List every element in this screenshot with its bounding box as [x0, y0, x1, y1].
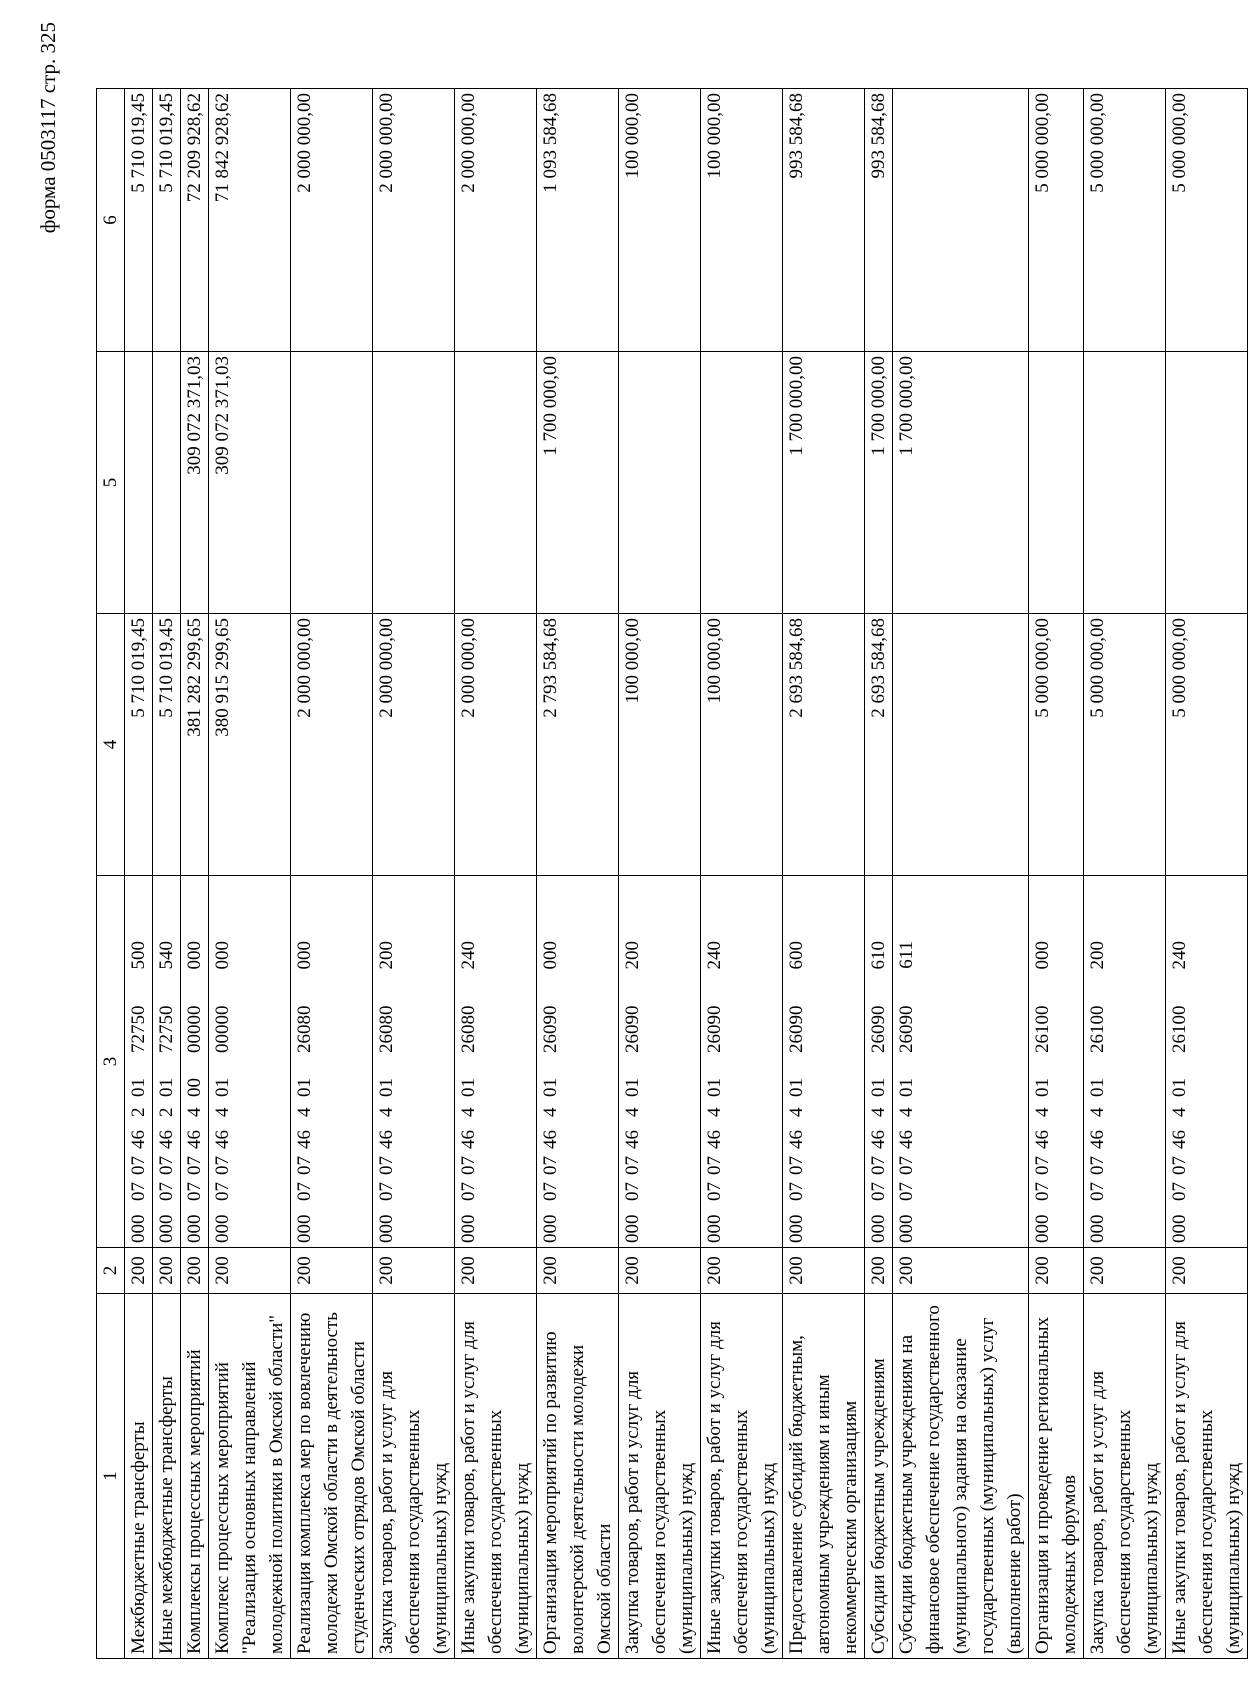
budget-code-segment: 610 — [868, 941, 889, 970]
approved-amount-cell: 2 000 000,00 — [373, 614, 455, 876]
budget-code-segment: 4 — [704, 1107, 725, 1117]
remaining-amount-cell: 5 710 019,45 — [153, 89, 181, 352]
budget-code-segment: 46 — [212, 1130, 233, 1149]
budget-code-segment: 07 — [786, 1156, 807, 1175]
budget-code-cell — [1166, 876, 1248, 1248]
remaining-amount-cell: 5 000 000,00 — [1166, 89, 1248, 352]
budget-code-segment: 07 — [704, 1182, 725, 1201]
budget-code-segment: 46 — [786, 1130, 807, 1149]
budget-code-segment: 000 — [786, 1214, 807, 1243]
table-row — [865, 89, 893, 1659]
budget-code-cell — [619, 876, 701, 1248]
budget-code-segment: 600 — [786, 941, 807, 970]
remaining-amount-cell: 71 842 928,62 — [209, 89, 291, 352]
line-code-cell: 200 — [865, 1248, 893, 1294]
budget-code-cell — [125, 876, 153, 1248]
budget-code-cell — [181, 876, 209, 1248]
line-code-cell: 200 — [783, 1248, 865, 1294]
remaining-amount-cell: 100 000,00 — [619, 89, 701, 352]
table-row — [893, 89, 1029, 1659]
budget-code-segment: 01 — [294, 1078, 315, 1097]
budget-code-segment: 000 — [622, 1214, 643, 1243]
table-row — [153, 89, 181, 1659]
budget-code-cell — [209, 876, 291, 1248]
budget-code-segment: 240 — [458, 941, 479, 970]
budget-code-segment: 000 — [184, 1214, 205, 1243]
budget-execution-table — [96, 88, 1248, 1659]
row-name-cell: Реализация комплекса мер по вовлечению молодежи Омской области в деятельность студенческих отрядов Омской области — [291, 1294, 373, 1659]
budget-code-segment: 72750 — [156, 1005, 177, 1053]
budget-code-segment: 07 — [294, 1182, 315, 1201]
column-header-6: 6 — [97, 89, 125, 352]
approved-amount-cell: 100 000,00 — [701, 614, 783, 876]
executed-amount-cell — [701, 352, 783, 614]
budget-code-segment: 01 — [1032, 1078, 1053, 1097]
executed-amount-cell — [125, 352, 153, 614]
budget-code-segment: 000 — [212, 941, 233, 970]
budget-code-segment: 4 — [786, 1107, 807, 1117]
budget-code-segment: 000 — [212, 1214, 233, 1243]
budget-code-cell — [783, 876, 865, 1248]
budget-code-segment: 500 — [128, 941, 149, 970]
budget-code-segment: 07 — [896, 1156, 917, 1175]
executed-amount-cell: 309 072 371,03 — [181, 352, 209, 614]
row-name-cell: Закупка товаров, работ и услуг для обеспечения государственных (муниципальных) нужд — [1084, 1294, 1166, 1659]
budget-code-segment: 000 — [458, 1214, 479, 1243]
remaining-amount-cell: 2 000 000,00 — [455, 89, 537, 352]
row-name-cell: Субсидии бюджетным учреждениям — [865, 1294, 893, 1659]
budget-code-segment: 01 — [540, 1078, 561, 1097]
budget-code-segment: 07 — [704, 1156, 725, 1175]
executed-amount-cell — [1166, 352, 1248, 614]
column-header-4: 4 — [97, 614, 125, 876]
budget-code-segment: 000 — [1087, 1214, 1108, 1243]
approved-amount-cell: 2 693 584,68 — [865, 614, 893, 876]
table-row — [455, 89, 537, 1659]
budget-code-segment: 46 — [1087, 1130, 1108, 1149]
budget-code-segment: 4 — [1032, 1107, 1053, 1117]
approved-amount-cell: 5 000 000,00 — [1084, 614, 1166, 876]
budget-code-segment: 000 — [294, 941, 315, 970]
budget-code-segment: 200 — [1087, 941, 1108, 970]
budget-code-segment: 4 — [1169, 1107, 1190, 1117]
approved-amount-cell: 380 915 299,65 — [209, 614, 291, 876]
line-code-cell: 200 — [125, 1248, 153, 1294]
table-row — [1029, 89, 1084, 1659]
budget-code-segment: 4 — [1087, 1107, 1108, 1117]
budget-code-segment: 01 — [1087, 1078, 1108, 1097]
executed-amount-cell: 1 700 000,00 — [537, 352, 619, 614]
remaining-amount-cell: 993 584,68 — [783, 89, 865, 352]
line-code-cell: 200 — [1029, 1248, 1084, 1294]
budget-code-segment: 07 — [622, 1156, 643, 1175]
table-row — [209, 89, 291, 1659]
budget-code-segment: 01 — [458, 1078, 479, 1097]
budget-code-segment: 26090 — [896, 1005, 917, 1053]
budget-code-segment: 4 — [896, 1107, 917, 1117]
budget-code-segment: 01 — [156, 1078, 177, 1097]
remaining-amount-cell: 5 710 019,45 — [125, 89, 153, 352]
line-code-cell: 200 — [619, 1248, 701, 1294]
budget-code-segment: 200 — [622, 941, 643, 970]
remaining-amount-cell: 5 000 000,00 — [1084, 89, 1166, 352]
budget-code-segment: 07 — [540, 1156, 561, 1175]
budget-code-segment: 07 — [896, 1182, 917, 1201]
row-name-cell: Иные закупки товаров, работ и услуг для обеспечения государственных (муниципальных) нужд — [455, 1294, 537, 1659]
approved-amount-cell: 2 793 584,68 — [537, 614, 619, 876]
executed-amount-cell: 1 700 000,00 — [865, 352, 893, 614]
budget-code-cell — [893, 876, 1029, 1248]
budget-code-segment: 01 — [376, 1078, 397, 1097]
budget-code-segment: 07 — [622, 1182, 643, 1201]
budget-code-segment: 72750 — [128, 1005, 149, 1053]
executed-amount-cell — [153, 352, 181, 614]
row-name-cell: Комплексы процессных мероприятий — [181, 1294, 209, 1659]
budget-code-segment: 26090 — [704, 1005, 725, 1053]
budget-code-segment: 07 — [868, 1182, 889, 1201]
row-name-cell: Предоставление субсидий бюджетным, автономным учреждениям и иным некоммерческим организациям — [783, 1294, 865, 1659]
remaining-amount-cell: 1 093 584,68 — [537, 89, 619, 352]
budget-code-segment: 07 — [294, 1156, 315, 1175]
budget-code-segment: 611 — [896, 941, 917, 969]
table-row — [619, 89, 701, 1659]
executed-amount-cell — [619, 352, 701, 614]
budget-code-segment: 000 — [540, 1214, 561, 1243]
line-code-cell: 200 — [373, 1248, 455, 1294]
budget-code-segment: 07 — [128, 1156, 149, 1175]
budget-code-segment: 46 — [128, 1130, 149, 1149]
row-name-cell: Организация мероприятий по развитию волонтерской деятельности молодежи Омской области — [537, 1294, 619, 1659]
budget-code-segment: 46 — [184, 1130, 205, 1149]
remaining-amount-cell: 100 000,00 — [701, 89, 783, 352]
table-row — [783, 89, 865, 1659]
budget-code-segment: 07 — [540, 1182, 561, 1201]
budget-code-segment: 07 — [1032, 1182, 1053, 1201]
budget-code-segment: 000 — [1032, 941, 1053, 970]
budget-code-segment: 00000 — [212, 1005, 233, 1053]
budget-code-segment: 07 — [1032, 1156, 1053, 1175]
budget-code-segment: 4 — [294, 1107, 315, 1117]
approved-amount-cell: 5 710 019,45 — [125, 614, 153, 876]
executed-amount-cell: 309 072 371,03 — [209, 352, 291, 614]
budget-code-segment: 46 — [458, 1130, 479, 1149]
column-header-2: 2 — [97, 1248, 125, 1294]
row-name-cell: Закупка товаров, работ и услуг для обеспечения государственных (муниципальных) нужд — [619, 1294, 701, 1659]
budget-code-segment: 07 — [376, 1156, 397, 1175]
budget-code-segment: 000 — [868, 1214, 889, 1243]
budget-code-cell — [537, 876, 619, 1248]
budget-code-segment: 07 — [376, 1182, 397, 1201]
budget-code-cell — [373, 876, 455, 1248]
approved-amount-cell — [893, 614, 1029, 876]
budget-code-segment: 01 — [704, 1078, 725, 1097]
budget-code-segment: 4 — [868, 1107, 889, 1117]
budget-code-segment: 26080 — [294, 1005, 315, 1053]
column-header-5: 5 — [97, 352, 125, 614]
budget-code-segment: 200 — [376, 941, 397, 970]
budget-code-segment: 000 — [184, 941, 205, 970]
approved-amount-cell: 5 000 000,00 — [1166, 614, 1248, 876]
remaining-amount-cell: 2 000 000,00 — [373, 89, 455, 352]
table-header-row — [97, 89, 125, 1659]
row-name-cell: Субсидии бюджетным учреждениям на финансовое обеспечение государственного (муниципального) задания на оказание государственных (муниципальных) услуг (выполнение работ) — [893, 1294, 1029, 1659]
column-header-1: 1 — [97, 1294, 125, 1659]
row-name-cell: Иные закупки товаров, работ и услуг для обеспечения государственных (муниципальных) нужд — [701, 1294, 783, 1659]
budget-code-segment: 46 — [1032, 1130, 1053, 1149]
budget-code-segment: 4 — [540, 1107, 561, 1117]
budget-code-segment: 07 — [1169, 1182, 1190, 1201]
budget-code-segment: 07 — [786, 1182, 807, 1201]
budget-code-segment: 46 — [540, 1130, 561, 1149]
budget-code-segment: 07 — [156, 1156, 177, 1175]
table-row — [373, 89, 455, 1659]
budget-code-segment: 26080 — [376, 1005, 397, 1053]
budget-code-segment: 4 — [622, 1107, 643, 1117]
approved-amount-cell: 100 000,00 — [619, 614, 701, 876]
row-name-cell: Иные закупки товаров, работ и услуг для обеспечения государственных (муниципальных) нужд — [1166, 1294, 1248, 1659]
budget-code-segment: 000 — [704, 1214, 725, 1243]
approved-amount-cell: 5 000 000,00 — [1029, 614, 1084, 876]
budget-code-segment: 46 — [376, 1130, 397, 1149]
row-name-cell: Межбюджетные трансферты — [125, 1294, 153, 1659]
form-page-label: форма 0503117 стр. 325 — [36, 22, 60, 234]
budget-code-cell — [153, 876, 181, 1248]
budget-code-segment: 26100 — [1169, 1005, 1190, 1053]
budget-code-segment: 01 — [622, 1078, 643, 1097]
budget-code-segment: 46 — [868, 1130, 889, 1149]
line-code-cell: 200 — [455, 1248, 537, 1294]
row-name-cell: Закупка товаров, работ и услуг для обеспечения государственных (муниципальных) нужд — [373, 1294, 455, 1659]
budget-code-segment: 000 — [540, 941, 561, 970]
line-code-cell: 200 — [153, 1248, 181, 1294]
budget-code-segment: 00 — [184, 1078, 205, 1097]
budget-code-segment: 26100 — [1032, 1005, 1053, 1053]
budget-code-segment: 46 — [156, 1130, 177, 1149]
row-name-cell: Комплекс процессных мероприятий "Реализация основных направлений молодежной политики в Омской области" — [209, 1294, 291, 1659]
row-name-cell: Иные межбюджетные трансферты — [153, 1294, 181, 1659]
column-header-3: 3 — [97, 876, 125, 1248]
budget-code-segment: 01 — [896, 1078, 917, 1097]
budget-code-segment: 07 — [128, 1182, 149, 1201]
budget-code-segment: 07 — [184, 1156, 205, 1175]
budget-code-segment: 07 — [1087, 1182, 1108, 1201]
budget-code-segment: 01 — [786, 1078, 807, 1097]
remaining-amount-cell: 993 584,68 — [865, 89, 893, 352]
line-code-cell: 200 — [1166, 1248, 1248, 1294]
executed-amount-cell: 1 700 000,00 — [893, 352, 1029, 614]
budget-code-segment: 46 — [1169, 1130, 1190, 1149]
executed-amount-cell — [373, 352, 455, 614]
budget-code-segment: 240 — [1169, 941, 1190, 970]
row-name-cell: Организация и проведение региональных молодежных форумов — [1029, 1294, 1084, 1659]
remaining-amount-cell: 72 209 928,62 — [181, 89, 209, 352]
table-row — [1084, 89, 1166, 1659]
budget-code-segment: 2 — [128, 1107, 149, 1117]
budget-code-segment: 01 — [1169, 1078, 1190, 1097]
budget-code-segment: 000 — [128, 1214, 149, 1243]
budget-code-segment: 4 — [184, 1107, 205, 1117]
budget-code-segment: 000 — [156, 1214, 177, 1243]
approved-amount-cell: 2 000 000,00 — [291, 614, 373, 876]
budget-code-segment: 26090 — [622, 1005, 643, 1053]
budget-code-cell — [1029, 876, 1084, 1248]
executed-amount-cell — [1029, 352, 1084, 614]
line-code-cell: 200 — [701, 1248, 783, 1294]
table-row — [125, 89, 153, 1659]
budget-code-segment: 07 — [458, 1156, 479, 1175]
budget-code-segment: 07 — [156, 1182, 177, 1201]
approved-amount-cell: 2 693 584,68 — [783, 614, 865, 876]
budget-code-segment: 46 — [704, 1130, 725, 1149]
remaining-amount-cell — [893, 89, 1029, 352]
budget-code-segment: 26080 — [458, 1005, 479, 1053]
budget-code-segment: 540 — [156, 941, 177, 970]
executed-amount-cell — [455, 352, 537, 614]
table-row — [1166, 89, 1248, 1659]
budget-code-segment: 000 — [1169, 1214, 1190, 1243]
approved-amount-cell: 381 282 299,65 — [181, 614, 209, 876]
executed-amount-cell — [291, 352, 373, 614]
budget-code-cell — [1084, 876, 1166, 1248]
budget-code-segment: 26090 — [868, 1005, 889, 1053]
budget-code-segment: 000 — [1032, 1214, 1053, 1243]
budget-code-segment: 000 — [376, 1214, 397, 1243]
budget-code-segment: 4 — [376, 1107, 397, 1117]
budget-code-segment: 4 — [212, 1107, 233, 1117]
budget-code-segment: 07 — [1169, 1156, 1190, 1175]
budget-code-segment: 000 — [896, 1214, 917, 1243]
table-row — [537, 89, 619, 1659]
executed-amount-cell — [1084, 352, 1166, 614]
remaining-amount-cell: 2 000 000,00 — [291, 89, 373, 352]
budget-code-segment: 07 — [212, 1182, 233, 1201]
table-row — [291, 89, 373, 1659]
line-code-cell: 200 — [209, 1248, 291, 1294]
line-code-cell: 200 — [893, 1248, 1029, 1294]
budget-code-segment: 07 — [868, 1156, 889, 1175]
executed-amount-cell: 1 700 000,00 — [783, 352, 865, 614]
budget-code-segment: 2 — [156, 1107, 177, 1117]
budget-code-cell — [701, 876, 783, 1248]
budget-code-segment: 01 — [128, 1078, 149, 1097]
budget-code-segment: 07 — [1087, 1156, 1108, 1175]
line-code-cell: 200 — [291, 1248, 373, 1294]
budget-code-segment: 4 — [458, 1107, 479, 1117]
approved-amount-cell: 5 710 019,45 — [153, 614, 181, 876]
budget-code-segment: 240 — [704, 941, 725, 970]
budget-code-segment: 01 — [212, 1078, 233, 1097]
budget-code-segment: 00000 — [184, 1005, 205, 1053]
budget-code-segment: 26090 — [540, 1005, 561, 1053]
budget-code-segment: 46 — [622, 1130, 643, 1149]
budget-code-segment: 26090 — [786, 1005, 807, 1053]
table-row — [701, 89, 783, 1659]
budget-code-cell — [455, 876, 537, 1248]
budget-code-cell — [291, 876, 373, 1248]
budget-code-segment: 000 — [294, 1214, 315, 1243]
budget-code-segment: 26100 — [1087, 1005, 1108, 1053]
table-row — [181, 89, 209, 1659]
budget-code-segment: 07 — [458, 1182, 479, 1201]
budget-code-cell — [865, 876, 893, 1248]
budget-code-segment: 46 — [896, 1130, 917, 1149]
budget-code-segment: 07 — [212, 1156, 233, 1175]
line-code-cell: 200 — [537, 1248, 619, 1294]
budget-code-segment: 01 — [868, 1078, 889, 1097]
line-code-cell: 200 — [181, 1248, 209, 1294]
remaining-amount-cell: 5 000 000,00 — [1029, 89, 1084, 352]
budget-code-segment: 07 — [184, 1182, 205, 1201]
line-code-cell: 200 — [1084, 1248, 1166, 1294]
budget-code-segment: 46 — [294, 1130, 315, 1149]
approved-amount-cell: 2 000 000,00 — [455, 614, 537, 876]
